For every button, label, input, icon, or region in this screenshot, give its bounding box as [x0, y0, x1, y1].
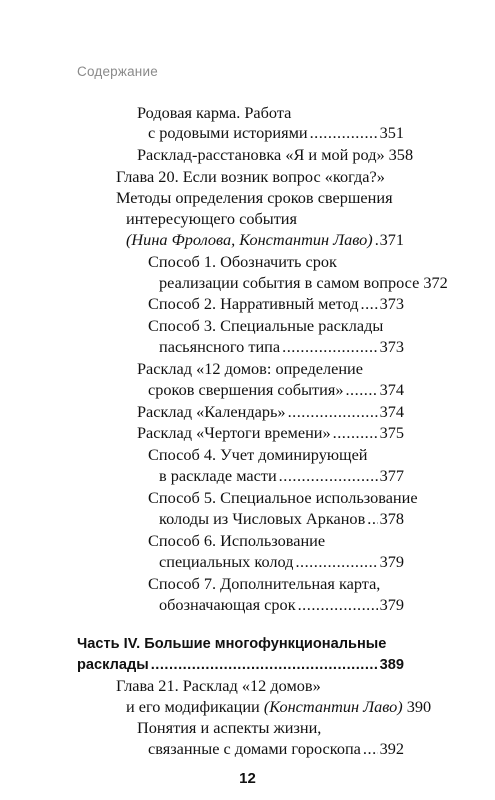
part-title: Часть IV. Большие многофункциональные: [77, 636, 387, 652]
leader-dots: [333, 423, 378, 443]
toc-entry-text: [116, 167, 385, 187]
toc-entry-text: [116, 676, 321, 696]
page-number: 358: [388, 145, 414, 164]
toc-entry-title: Родовая карма. Работа: [137, 103, 292, 122]
leader-dots: [310, 123, 378, 143]
leader-dots: [151, 655, 378, 675]
toc-entry-title: Расклад «12 домов: определение: [137, 359, 363, 378]
toc-entry-text: [137, 103, 291, 123]
leader-dots: [361, 294, 378, 314]
leader-dots: [363, 739, 378, 759]
toc-entry[interactable]: [159, 273, 448, 293]
toc-entry-title: реализации события в самом вопросе: [159, 273, 420, 292]
toc-entry-title: Способ 5. Специальное использование: [148, 488, 418, 507]
toc-entry-text: [77, 634, 386, 654]
toc-entry-title: в раскладе масти: [159, 466, 277, 485]
toc-entry-title: Расклад «Календарь»: [137, 402, 286, 421]
toc-entry[interactable]: [77, 655, 404, 675]
chapter-title: и его модификации: [126, 697, 260, 716]
toc-entry[interactable]: [137, 145, 414, 165]
chapter-authors: (Константин Лаво): [263, 697, 403, 716]
page-number: 371: [379, 230, 404, 249]
toc-entry[interactable]: [159, 337, 404, 357]
page-number: 377: [379, 466, 404, 485]
toc-entry-title: сроков свершения события»: [148, 380, 344, 399]
leader-dots: [295, 552, 377, 572]
page-number: 379: [379, 552, 404, 571]
toc-entry-text: [116, 188, 393, 208]
toc-entry-text: [148, 316, 383, 336]
running-header: Содержание: [77, 64, 158, 79]
part-title: расклады: [77, 657, 149, 673]
toc-entry-title: пасьянсного типа: [159, 337, 281, 356]
page-number: 372: [423, 273, 448, 292]
chapter-title: интересующего события: [126, 209, 298, 228]
toc-entry[interactable]: [148, 294, 404, 314]
leader-dots: [282, 337, 377, 357]
page-number: 373: [379, 294, 404, 313]
folio-page-number: 12: [239, 770, 256, 787]
page-number: 351: [379, 123, 404, 142]
leader-dots: [288, 402, 378, 422]
leader-dots: [375, 230, 378, 250]
toc-entry-text: [126, 209, 297, 229]
leader-dots: [367, 509, 377, 529]
toc-entry-title: специальных колод: [159, 552, 294, 571]
toc-entry-title: связанные с домами гороскопа: [148, 739, 361, 758]
page-number: 389: [379, 657, 404, 673]
toc-entry-title: колоды из Числовых Арканов: [159, 509, 366, 528]
chapter-title: Глава 21. Расклад «12 домов»: [116, 676, 321, 695]
page-number: 375: [379, 423, 404, 442]
toc-entry-text: [148, 488, 418, 508]
toc-entry-title: обозначающая срок: [159, 595, 296, 614]
toc-entry-text: [148, 574, 380, 594]
toc-entry-title: Способ 6. Использование: [148, 531, 326, 550]
chapter-title: Методы определения сроков свершения: [116, 188, 393, 207]
toc-entry-title: Способ 7. Дополнительная карта,: [148, 574, 381, 593]
toc-entry-title: Понятия и аспекты жизни,: [137, 718, 322, 737]
toc-entry-text: [137, 359, 363, 379]
page-number: 392: [379, 739, 404, 758]
page-number: 379: [379, 595, 404, 614]
page-number: 374: [379, 402, 404, 421]
toc-entry[interactable]: [159, 466, 404, 486]
toc-entry[interactable]: [126, 230, 404, 250]
toc-entry[interactable]: [137, 423, 404, 443]
toc-entry[interactable]: [126, 697, 432, 717]
leader-dots: [279, 466, 378, 486]
toc-entry-text: [148, 531, 325, 551]
toc-entry[interactable]: [159, 509, 404, 529]
toc-entry-title: Расклад «Чертоги времени»: [137, 423, 331, 442]
leader-dots: [345, 380, 377, 400]
toc-entry-text: [148, 445, 368, 465]
toc-entry-text: [137, 718, 321, 738]
toc-entry[interactable]: [148, 123, 404, 143]
toc-entry-title: Способ 3. Специальные расклады: [148, 316, 384, 335]
toc-entry-title: Способ 1. Обозначить срок: [148, 252, 337, 271]
toc-entry[interactable]: [148, 739, 404, 759]
toc-entry[interactable]: [159, 552, 404, 572]
toc-entry-title: с родовыми историями: [148, 123, 308, 142]
leader-dots: [298, 595, 378, 615]
toc-entry-title: Способ 4. Учет доминирующей: [148, 445, 368, 464]
toc-entry[interactable]: [159, 595, 404, 615]
toc-entry-title: Способ 2. Нарративный метод: [148, 294, 359, 313]
chapter-title: Глава 20. Если возник вопрос «когда?»: [116, 167, 385, 186]
chapter-authors: (Нина Фролова, Константин Лаво): [126, 230, 373, 249]
toc-entry[interactable]: [137, 402, 404, 422]
page-number: 374: [379, 380, 404, 399]
page-number: 373: [379, 337, 404, 356]
toc-entry-text: [148, 252, 337, 272]
toc-entry[interactable]: [148, 380, 404, 400]
page-number: 390: [406, 697, 432, 716]
toc-entry-title: Расклад-расстановка «Я и мой род»: [137, 145, 385, 164]
page-number: 378: [379, 509, 404, 528]
